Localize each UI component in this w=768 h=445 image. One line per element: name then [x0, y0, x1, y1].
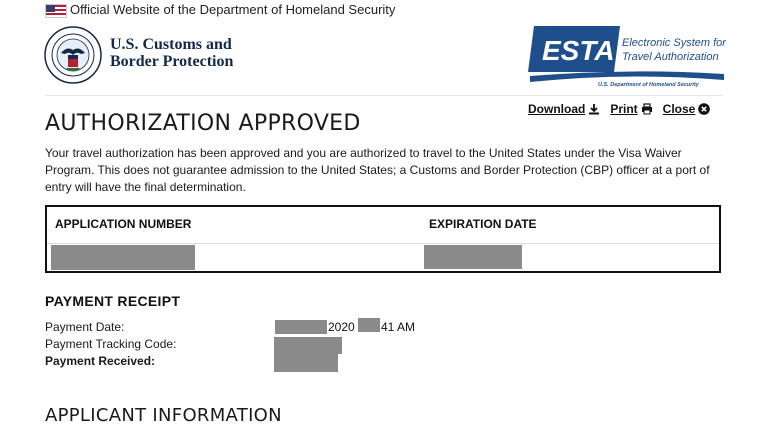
print-button[interactable]: [610, 102, 652, 116]
page-title: AUTHORIZATION APPROVED: [45, 111, 361, 136]
cbp-name-line2: Border Protection: [110, 53, 234, 70]
esta-dept-text: U.S. Department of Homeland Security: [598, 82, 699, 88]
payment-date-year: 2020: [328, 320, 355, 334]
close-label: Close: [662, 102, 696, 116]
authorization-table: [45, 205, 721, 273]
authorization-table-header: [47, 207, 719, 244]
payment-date-time: 41 AM: [381, 320, 416, 334]
expiration-date-redacted: [424, 245, 522, 269]
application-number-header: APPLICATION NUMBER: [55, 217, 192, 231]
close-circle-icon: [698, 103, 710, 115]
payment-received-label: Payment Received:: [45, 354, 156, 368]
print-label: Print: [610, 102, 638, 116]
application-number-redacted: [51, 245, 195, 270]
download-label: Download: [528, 102, 586, 116]
official-website-banner: Official Website of the Department of Homeland Security: [70, 2, 396, 17]
download-icon: [588, 103, 600, 115]
approval-message: Your travel authorization has been approved and you are authorized to travel to the United States under the Visa Waiver Program. This does not guarantee admission to the United States; a Customs and Border Protection (CBP) officer at a port of entry will have the final determination.: [45, 146, 710, 194]
download-button[interactable]: [528, 102, 600, 116]
payment-date-redacted: [275, 320, 327, 334]
payment-time-redacted: [358, 318, 380, 332]
close-button[interactable]: [663, 102, 711, 116]
esta-logo: [528, 22, 728, 88]
cbp-name-line1: U.S. Customs and: [110, 36, 232, 53]
cbp-agency-name: [110, 36, 233, 70]
esta-mark: ESTA: [542, 35, 615, 66]
print-icon: [641, 103, 653, 115]
expiration-date-header: EXPIRATION DATE: [429, 217, 537, 231]
applicant-information-heading: APPLICANT INFORMATION: [45, 405, 282, 426]
header-divider: [45, 95, 723, 96]
payment-receipt-heading: PAYMENT RECEIPT: [45, 293, 181, 309]
dhs-seal-icon: [44, 26, 102, 84]
us-flag-icon: [45, 4, 67, 18]
esta-tagline-line2: Travel Authorization: [622, 51, 719, 63]
payment-received-redacted: [274, 354, 338, 372]
payment-date-label: Payment Date:: [45, 320, 125, 334]
page-actions: [528, 102, 710, 116]
payment-tracking-label: Payment Tracking Code:: [45, 337, 177, 351]
esta-tagline-line1: Electronic System for: [622, 37, 726, 49]
payment-tracking-redacted: [274, 337, 342, 354]
